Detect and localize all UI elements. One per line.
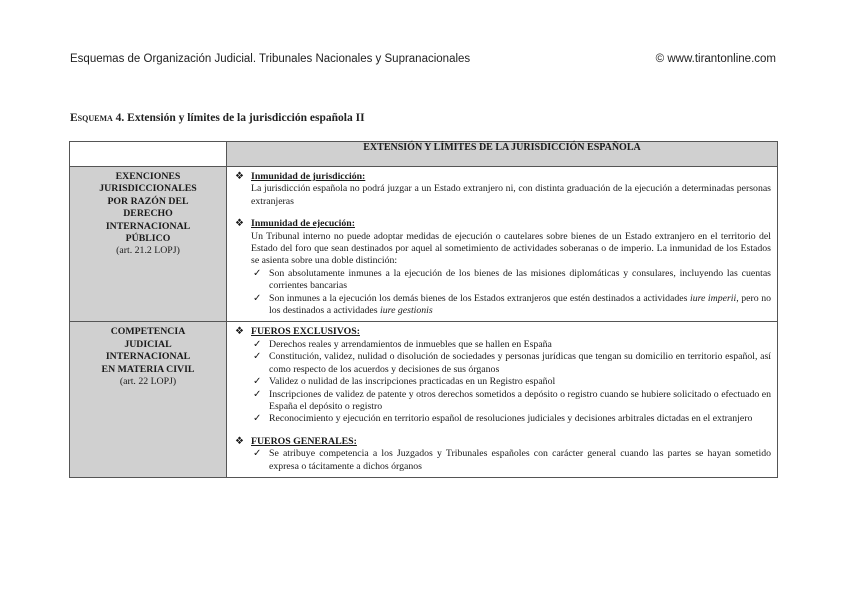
checkmark-icon: ✓: [253, 388, 262, 400]
section-inmunidad-jurisdiccion: [233, 171, 771, 208]
latin-term: iure gestionis: [380, 305, 433, 317]
schema-heading: Extensión y límites de la jurisdicción española II: [127, 112, 365, 124]
list-item-text: Validez o nulidad de las inscripciones practicadas en un Registro español: [269, 376, 556, 388]
running-header-website: © www.tirantonline.com: [655, 53, 776, 65]
list-item-text: Inscripciones de validez de patente y otros derechos sometidos a depósito o registro cuando se hubiere solicitado o efectuado en España el depósito o registro: [269, 388, 771, 412]
row-header-line: JUDICIAL: [124, 338, 172, 350]
schema-label: Esquema: [70, 112, 113, 124]
diamond-bullet-icon: ❖: [235, 171, 244, 182]
section-title: Inmunidad de jurisdicción:: [251, 171, 366, 182]
row-header-line: DERECHO: [123, 208, 173, 220]
row-header-competencia: [70, 322, 227, 477]
list-item: [251, 339, 771, 351]
schema-title: [70, 112, 365, 124]
section-title: FUEROS GENERALES:: [251, 435, 357, 447]
row-header-line: EN MATERIA CIVIL: [101, 363, 195, 375]
row-header-line: EXENCIONES: [115, 171, 181, 182]
row-header-exenciones: [70, 167, 227, 322]
checkmark-icon: ✓: [253, 338, 262, 350]
checkmark-icon: ✓: [253, 376, 262, 388]
checkmark-icon: ✓: [253, 413, 262, 425]
column-header: EXTENSIÓN Y LÍMITES DE LA JURISDICCIÓN ESPAÑOLA: [227, 142, 778, 167]
list-item-text: Reconocimiento y ejecución en territorio español de resoluciones judiciales y decisiones arbitrales dictadas en el extranjero: [269, 413, 753, 425]
list-item-text: Derechos reales y arrendamientos de inmuebles que se hallen en España: [269, 338, 552, 350]
list-item: [251, 448, 771, 473]
diamond-bullet-icon: ❖: [235, 435, 244, 447]
row-header-line: INTERNACIONAL: [105, 220, 191, 232]
schema-number: 4.: [115, 112, 125, 124]
section-fueros-exclusivos: [233, 326, 771, 425]
schema-table: [69, 141, 778, 478]
list-item: [251, 376, 771, 388]
section-body: La jurisdicción española no podrá juzgar a un Estado extranjero ni, con distinta graduación de la ejecución a determinadas personas extranjeras: [251, 183, 771, 207]
row-header-line: PÚBLICO: [125, 233, 171, 245]
row-content-exenciones: [227, 167, 778, 322]
latin-term: iure imperii: [689, 292, 737, 304]
row-header-title: [76, 171, 220, 245]
diamond-bullet-icon: ❖: [235, 218, 244, 230]
running-header-title: Esquemas de Organización Judicial. Tribunales Nacionales y Supranacionales: [70, 53, 471, 65]
list-item: [251, 351, 771, 376]
table-corner-cell: [70, 142, 227, 167]
section-body: Un Tribunal interno no puede adoptar medidas de ejecución o cautelares sobre bienes de un Estado extranjero en el territorio del Estado del foro que sean destinados por aquel al sometimiento de actividades soberanas o de imperio. La inmunidad de los Estados se asienta sobre una doble distinción:: [251, 230, 771, 267]
section-title: FUEROS EXCLUSIVOS:: [251, 326, 360, 338]
row-header-line: POR RAZÓN DEL: [107, 195, 189, 207]
list-item: [251, 293, 771, 318]
list-item: [251, 413, 771, 425]
list-item-text: Se atribuye competencia a los Juzgados y Tribunales españoles con carácter general cuando las partes se hayan sometido expresa o tácitamente a dichos órganos: [269, 448, 771, 472]
diamond-bullet-icon: ❖: [235, 326, 244, 338]
list-item-text: Son absolutamente inmunes a la ejecución de los bienes de las misiones diplomáticas y consulares, incluyendo las cuentas corrientes bancarias: [269, 267, 771, 292]
section-fueros-generales: [233, 436, 771, 473]
row-header-line: COMPETENCIA: [110, 326, 186, 338]
section-title: Inmunidad de ejecución:: [251, 218, 355, 230]
list-item: [251, 268, 771, 293]
table-row: [70, 322, 778, 477]
list-item-text: , pero no los destinados a actividades: [269, 292, 772, 317]
row-header-title: [76, 326, 220, 376]
table-row: [70, 167, 778, 322]
checkmark-icon: ✓: [253, 351, 262, 363]
list-item-text: Constitución, validez, nulidad o disolución de sociedades y personas jurídicas que tengan su domicilio en territorio español, así como respecto de los acuerdos y decisiones de sus órganos: [269, 351, 771, 375]
list-item: [251, 389, 771, 414]
list-item-text: Son inmunes a la ejecución los demás bienes de los Estados extranjeros que estén destinados a actividades: [269, 292, 688, 304]
row-content-competencia: [227, 322, 778, 477]
checkmark-icon: ✓: [253, 267, 262, 279]
checkmark-icon: ✓: [253, 292, 262, 304]
row-header-line: INTERNACIONAL: [105, 351, 191, 363]
checkmark-icon: ✓: [253, 448, 262, 460]
section-inmunidad-ejecucion: [233, 218, 771, 317]
row-header-reference: (art. 22 LOPJ): [119, 376, 177, 388]
row-header-line: JURISDICCIONALES: [99, 183, 197, 195]
row-header-reference: (art. 21.2 LOPJ): [116, 245, 180, 257]
